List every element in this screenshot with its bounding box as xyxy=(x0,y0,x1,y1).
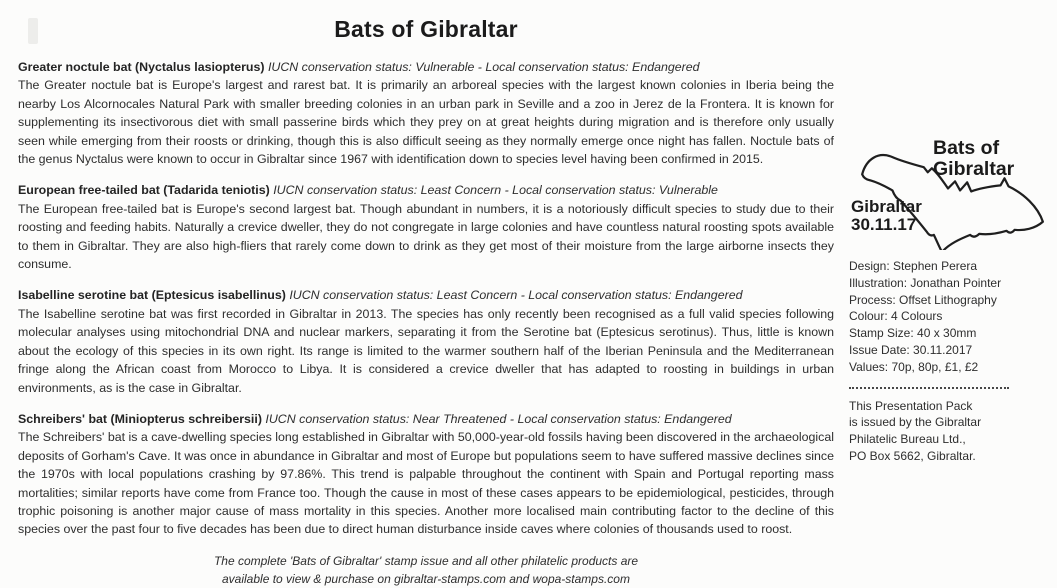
logo-title-line-2: Gibraltar xyxy=(933,157,1015,180)
detail-colour: Colour: 4 Colours xyxy=(849,309,943,324)
species-description: The Schreibers' bat is a cave-dwelling species long established in Gibraltar with 50,000-year-old fossils having been discovered in the archaeological deposits of Gorham's Cave. It was once in abundance in Gibraltar and most of Europe but populations seem to have suffered massive declines since the 1970s with local populations crashing by 97.86%. This trend is palpable throughout the continent with Spain and Portugal reporting mass mortalities; similar reports have come from France too. Though the cause in most of these cases appears to be epidemiological, pesticides, through trophic poisoning is another major cause of mass mortality in this species. Another more localised main contributing factor to the decline of this species over the past four to five decades has been due to direct human disturbance inside caves where colonies of thousands used to roost. xyxy=(18,430,834,537)
main-text-column xyxy=(18,10,834,588)
species-status: IUCN conservation status: Least Concern - Local conservation status: Vulnerable xyxy=(273,183,718,198)
species-section-schreibers xyxy=(18,410,834,539)
footer-note xyxy=(18,552,834,588)
species-description: The Greater noctule bat is Europe's largest and rarest bat. It is primarily an arboreal species with the largest known colonies in Iberia being the nearby Los Alcornocales Natural Park with smaller breeding colonies in an urban park in Seville and a zoo in Jerez de la Frontera. It is known for supplementing its insectivorous diet with small passerine birds which they prey on at great heights during migration and is therefore only usually seen while emerging from their roosts or drinking, though this is also difficult seeing as they normally emerge once night has fallen. Noctule bats of the genus Nyctalus were known to occur in Gibraltar since 1967 with identification down to species level having been confirmed in 2015. xyxy=(18,78,834,167)
species-heading xyxy=(18,181,834,199)
species-status: IUCN conservation status: Vulnerable - Local conservation status: Endangered xyxy=(267,60,700,74)
species-status: IUCN conservation status: Near Threatened - Local conservation status: Endangered xyxy=(265,411,732,426)
species-heading xyxy=(18,58,834,76)
species-heading xyxy=(18,286,834,304)
footer-line-1: The complete 'Bats of Gibraltar' stamp issue and all other philatelic products are xyxy=(213,553,639,568)
detail-process: Process: Offset Lithography xyxy=(849,292,997,307)
species-section-free-tailed xyxy=(18,181,834,273)
postmark-line-1: Gibraltar xyxy=(851,197,922,216)
species-name: Schreibers' bat (Miniopterus schreibersii) xyxy=(18,411,262,426)
issuer-line-1: This Presentation Pack xyxy=(849,398,973,413)
detail-issue-date: Issue Date: 30.11.2017 xyxy=(849,342,973,357)
issuer-line-4: PO Box 5662, Gibraltar. xyxy=(849,448,976,463)
logo-title-line-1: Bats of xyxy=(933,137,1000,159)
logo-title xyxy=(933,138,1014,179)
issuer-note xyxy=(849,398,1034,465)
detail-illustrator: Illustration: Jonathan Pointer xyxy=(849,275,1002,290)
species-status: IUCN conservation status: Least Concern - Local conservation status: Endangered xyxy=(289,288,743,303)
issuer-line-3: Philatelic Bureau Ltd., xyxy=(849,432,966,447)
bats-of-gibraltar-postmark-logo xyxy=(849,136,1051,250)
species-name: Greater noctule bat (Nyctalus lasiopterus) xyxy=(18,60,265,74)
issue-info-sidebar xyxy=(849,136,1051,465)
species-description: The European free-tailed bat is Europe's second largest bat. Though abundant in numbers, it is a notoriously difficult species to study due to their roosting and feeding habits. Naturally a crevice dweller, they do not congregate in large colonies and have countless natural roosting spots available to them in Gibraltar. They are also high-fliers that rarely come down to drink as they get most of their moisture from the large airborne insects they consume. xyxy=(18,201,834,272)
dotted-divider xyxy=(849,387,1009,389)
footer-line-2: available to view & purchase on gibraltar-stamps.com and wopa-stamps.com xyxy=(222,571,630,586)
issue-details-list xyxy=(849,258,1034,376)
species-description: The Isabelline serotine bat was first recorded in Gibraltar in 2013. The species has only recently been recognised as a full valid species following molecular analyses using mitochondrial DNA and nuclear markers, separating it from the Serotine bat (Eptesicus serotinus). Thus, little is known about the ecology of this species in its own right. Its range is limited to the warmer southern half of the Iberian Peninsula and the Mediterranean fringe along the African coast from Morocco to Libya. It is considered a crevice dweller that has adapted to roosting in buildings in urban environments, as is the case in Gibraltar. xyxy=(18,306,834,395)
detail-stamp-size: Stamp Size: 40 x 30mm xyxy=(849,326,977,341)
species-name: European free-tailed bat (Tadarida teniotis) xyxy=(18,183,270,198)
species-section-isabelline-serotine xyxy=(18,286,834,396)
species-heading xyxy=(18,410,834,428)
page-title: Bats of Gibraltar xyxy=(334,16,518,42)
species-name: Isabelline serotine bat (Eptesicus isabellinus) xyxy=(18,288,286,303)
issuer-line-2: is issued by the Gibraltar xyxy=(849,415,982,430)
species-section-greater-noctule xyxy=(18,58,834,168)
postmark-line-2: 30.11.17 xyxy=(851,214,917,234)
detail-designer: Design: Stephen Perera xyxy=(849,259,978,273)
postmark-date xyxy=(851,198,922,233)
detail-values: Values: 70p, 80p, £1, £2 xyxy=(849,359,979,374)
